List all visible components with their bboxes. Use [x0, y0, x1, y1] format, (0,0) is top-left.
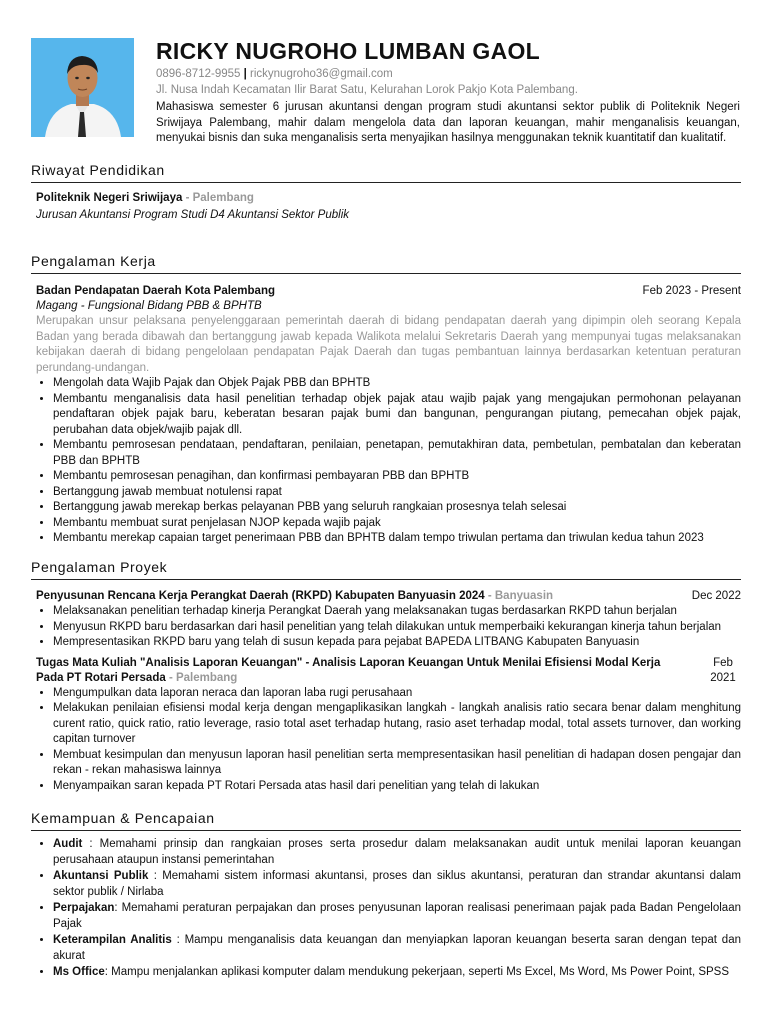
- skill-item: [53, 901, 741, 932]
- job-role: Magang - Fungsional Bidang PBB & BPHTB: [36, 300, 262, 312]
- experience-entry-header: [31, 284, 741, 299]
- skill-item: [53, 837, 741, 868]
- projects-heading: Pengalaman Proyek: [31, 559, 741, 580]
- project-2-tasks-list: [31, 686, 741, 795]
- skill-description: : Memahami peraturan perpajakan dan proses penyusunan laporan realisasi penerimaan pajak pada Badan Pengelolaan Pajak: [53, 902, 741, 930]
- skills-section: [31, 810, 741, 981]
- project-2-date-month: Feb: [713, 656, 733, 669]
- projects-section: [31, 559, 741, 794]
- skill-description: : Memahami prinsip dan rangkaian proses serta prosedur dalam melaksanakan audit untuk menilai laporan keuangan perusahaan ataupun instansi pemerintahan: [53, 838, 741, 866]
- skill-name: Keterampilan Analitis: [53, 934, 172, 946]
- experience-section: [31, 253, 741, 547]
- list-item: • Membantu pemrosesan penagihan, dan konfirmasi pembayaran PBB dan BPHTB: [53, 469, 741, 485]
- skill-item: [53, 965, 741, 981]
- list-item: • Membantu membuat surat penjelasan NJOP kepada wajib pajak: [53, 516, 741, 532]
- list-item: • Membantu menganalisis data hasil penelitian terhadap objek pajak atau wajib pajak yang mengajukan permohonan pelayanan pendaftaran objek pajak baru, keberatan besaran pajak bumi dan bangunan, pengurangan piutang, pemecahan objek pajak, perubahan data objek/wajib pajak dll.: [53, 392, 741, 439]
- list-item: • Mengolah data Wajib Pajak dan Objek Pajak PBB dan BPHTB: [53, 376, 741, 392]
- skill-description: : Memahami sistem informasi akuntansi, proses dan siklus akuntansi, peraturan dan strandar akuntansi dalam sektor publik / Nirlaba: [53, 870, 742, 898]
- profile-photo: [31, 38, 134, 137]
- list-item: • Melakukan penilaian efisiensi modal kerja dengan mengaplikasikan langkah - langkah analisis ratio secara benar dalam menghitung curent ratio, quick ratio, ratio leverage, rasio total aset terhadap hutang, rasio aset terhadap modal, total assets turnover, dan working capitan turnover: [53, 701, 741, 748]
- education-heading: Riwayat Pendidikan: [31, 162, 741, 183]
- profile-summary: Mahasiswa semester 6 jurusan akuntansi dengan program studi akuntansi sektor publik di Politeknik Negeri Sriwijaya Palembang, mahir dalam mengelola data dan laporan keuangan, mahir menganalisis keuangan, menyukai bisnis dan suka menganalisis serta menyajikan hasilnya menggunakan teknik kuantitatif dan kualitatif.: [156, 101, 740, 144]
- study-program: Jurusan Akuntansi Program Studi D4 Akuntansi Sektor Publik: [36, 209, 349, 221]
- skills-list: [31, 837, 741, 981]
- list-item: • Menyusun RKPD baru berdasarkan dari hasil penelitian yang telah dilakukan untuk memperbaiki kekurangan kinerja tahun berjalan: [53, 620, 741, 636]
- contact-line: [156, 67, 740, 81]
- project-2-header: [31, 656, 741, 686]
- list-item: • Bertanggung jawab merekap berkas pelayanan PBB yang seluruh rangkaian prosesnya telah selesai: [53, 500, 741, 516]
- skill-name: Perpajakan: [53, 902, 115, 914]
- skills-heading: Kemampuan & Pencapaian: [31, 810, 741, 831]
- project-1-header: [31, 589, 741, 604]
- list-item: • Membantu pemrosesan pendataan, pendaftaran, penilaian, penetapan, pemutakhiran data, pembetulan, pembatalan dan keberatan PBB dan BPHTB: [53, 438, 741, 469]
- list-item: • Membuat kesimpulan dan menyusun laporan hasil penelitian serta mempresentasikan hasil penelitian di hadapan dosen pengajar dan rekan - rekan mahasiswa lainnya: [53, 748, 741, 779]
- institution-name: Politeknik Negeri Sriwijaya: [36, 192, 183, 204]
- company-name: Badan Pendapatan Daerah Kota Palembang: [36, 285, 276, 297]
- project-2-name: Tugas Mata Kuliah "Analisis Laporan Keuangan" - Analisis Laporan Keuangan Untuk Menilai Efisiensi Modal Kerja Pada PT Rotari Persada: [36, 656, 661, 684]
- skill-name: Ms Office: [53, 966, 105, 978]
- project-1-name: Penyusunan Rencana Kerja Perangkat Daerah (RKPD) Kabupaten Banyuasin 2024: [36, 590, 485, 602]
- skill-item: [53, 869, 741, 900]
- skill-item: [53, 933, 741, 964]
- experience-date: Feb 2023 - Present: [642, 285, 741, 297]
- resume-header: [156, 38, 740, 147]
- project-1-date: Dec 2022: [691, 590, 741, 602]
- email-address: rickynugroho36@gmail.com: [250, 68, 393, 80]
- skill-name: Audit: [53, 838, 83, 850]
- project-1-location: - Banyuasin: [484, 590, 554, 602]
- experience-tasks-list: [31, 376, 741, 547]
- education-section: [31, 162, 741, 223]
- skill-name: Akuntansi Publik: [53, 870, 149, 882]
- list-item: • Melaksanakan penelitian terhadap kinerja Perangkat Daerah yang melaksanakan tugas berdasarkan RKPD tahun berjalan: [53, 604, 741, 620]
- candidate-name: RICKY NUGROHO LUMBAN GAOL: [156, 38, 541, 64]
- list-item: • Mengumpulkan data laporan neraca dan laporan laba rugi perusahaan: [53, 686, 741, 702]
- list-item: • Menyampaikan saran kepada PT Rotari Persada atas hasil dari penelitian yang telah di lakukan: [53, 779, 741, 795]
- project-1-tasks-list: [31, 604, 741, 651]
- list-item: • Mempresentasikan RKPD baru yang telah di susun kepada para pejabat BAPEDA LITBANG Kabupaten Banyuasin: [53, 635, 741, 651]
- list-item: • Membantu merekap capaian target penerimaan PBB dan BPHTB dalam tempo triwulan pertama dan triwulan kedua tahun 2023: [53, 531, 741, 547]
- phone-number: 0896-8712-9955: [156, 68, 241, 80]
- home-address: Jl. Nusa Indah Kecamatan Ilir Barat Satu, Kelurahan Lorok Pakjo Kota Palembang.: [156, 84, 578, 96]
- list-item: • Bertanggung jawab membuat notulensi rapat: [53, 485, 741, 501]
- institution-location: - Palembang: [182, 192, 254, 204]
- education-entry: [31, 191, 741, 206]
- skill-description: : Mampu menjalankan aplikasi komputer dalam mendukung pekerjaan, seperti Ms Excel, Ms Word, Ms Power Point, SPSS: [104, 966, 730, 978]
- company-description: Merupakan unsur pelaksana penyelenggaraan pemerintah daerah di bidang pendapatan daerah yang dipimpin oleh seorang Kepala Badan yang berada dibawah dan bertanggung jawab kepada Walikota melalui Sekretaris Daerah yang mempunyai tugas melaksanakan kebijakan daerah di bidang pengelolaan pendapatan Pajak Daerah dan tugas pembantuan lainnya berdasarkan ketentuan peraturan perundang-undangan.: [36, 315, 741, 374]
- experience-heading: Pengalaman Kerja: [31, 253, 741, 274]
- contact-separator: |: [240, 68, 251, 80]
- project-2-date-year: 2021: [710, 671, 736, 684]
- project-2-date: [705, 656, 741, 686]
- project-2-location: - Palembang: [165, 671, 238, 684]
- skill-description: : Mampu menganalisis data keuangan dan menyiapkan laporan keuangan beserta saran dengan tepat dan akurat: [53, 934, 741, 962]
